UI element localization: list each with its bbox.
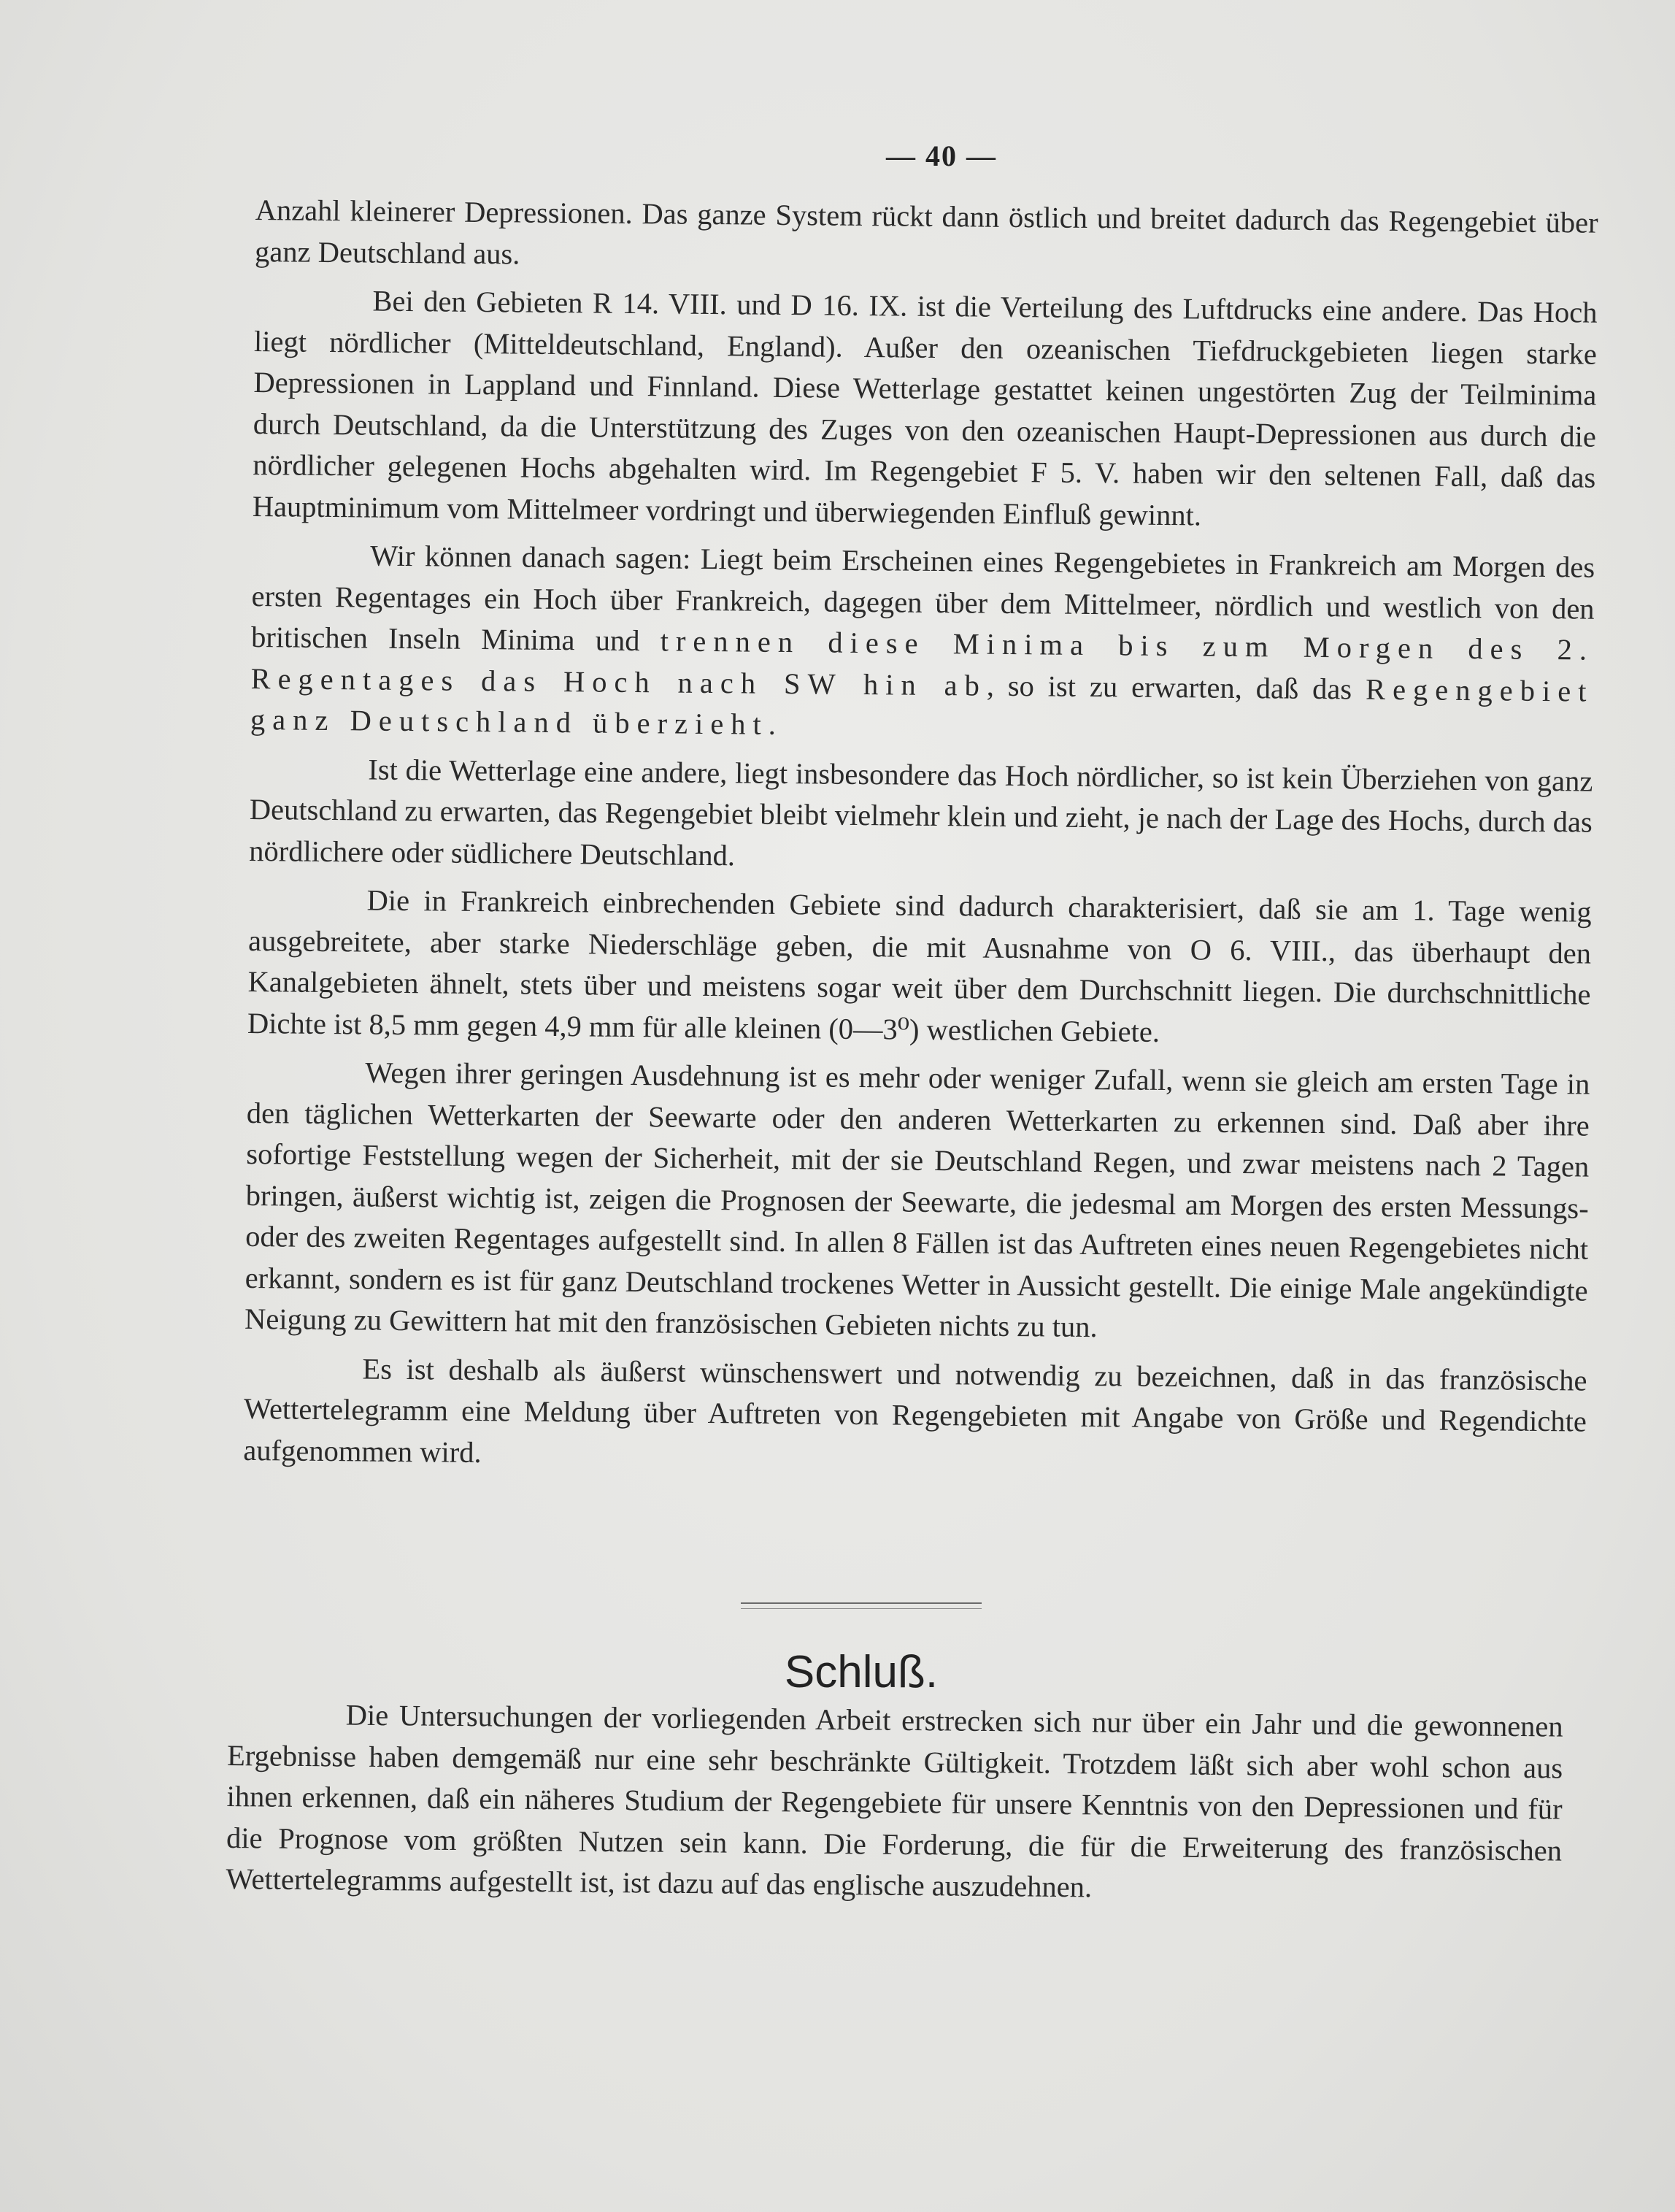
paragraph-3 <box>250 534 1595 753</box>
paragraph-1: Anzahl kleinerer Depressionen. Das ganze System rückt dann östlich und breitet dadurch das Regengebiet über ganz Deutschland aus. <box>254 193 1598 270</box>
paragraph-4: Ist die Wetterlage eine andere, liegt insbesondere das Hoch nördlicher, so ist kein Überziehen von ganz Deutschland zu erwarten, das Regengebiet bleibt vielmehr klein und zieht, je nach der Lage des Hochs, durch das nördlichere oder südlichere Deutschland. <box>249 753 1593 872</box>
paragraph-2: Bei den Gebieten R 14. VIII. und D 16. IX. ist die Verteilung des Luftdrucks eine andere. Das Hoch liegt nördlicher (Mitteldeutschland, England). Außer den ozeanischen Tiefdruckgebieten liegen starke Depressionen in Lappland und Finnland. Diese Wetterlage gestattet keinen ungestörten Zug der Teilminima durch Deutschland, da die Unterstützung des Zuges von den ozeanischen Haupt-Depressionen aus durch die nördlicher gelegenen Hochs abgehalten wird. Im Regengebiet F 5. V. haben wir den seltenen Fall, daß das Hauptminimum vom Mittelmeer vordringt und überwiegenden Einfluß gewinnt. <box>252 284 1598 531</box>
page-number: — 40 — <box>886 139 997 172</box>
section-title: Schluß. <box>784 1647 939 1697</box>
paragraph-3-spaced-2: Regengebiet ganz Deutschland überzieht <box>250 672 1594 741</box>
section-divider <box>741 1602 982 1609</box>
paragraph-3-part-3: . <box>768 707 777 741</box>
paragraph-5: Die in Frankreich einbrechenden Gebiete sind dadurch charakterisiert, daß sie am 1. Tage wenig ausgebreitete, aber starke Niederschläge geben, die mit Ausnahme von O 6. VIII., das überhaupt den Kanalgebieten ähnelt, stets über und meistens sogar weit über dem Durchschnitt liegen. Die durchschnittliche Dichte ist 8,5 mm gegen 4,9 mm für alle kleinen (0—3⁰) westlichen Gebiete. <box>247 883 1592 1048</box>
body-text <box>243 190 1598 1491</box>
paragraph-3-part-1: Wir können danach sagen: Liegt beim Erscheinen eines Regengebietes in Frankreich am Morgen des ersten Regentages ein Hoch über Frankreich, dagegen über dem Mittelmeer, nördlich und westlich von den britischen Inseln Minima und <box>250 539 1595 658</box>
closing-paragraph: Die Untersuchungen der vorliegenden Arbeit erstrecken sich nur über ein Jahr und die gewonnenen Ergebnisse haben demgemäß nur eine sehr beschränkte Gültigkeit. Trotzdem läßt sich aber wohl schon aus ihnen erkennen, daß ein näheres Studium der Regengebiete für unsere Kenntnis von den Depressionen und für die Prognose vom größten Nutzen sein kann. Die Forderung, die für die Erweiterung des französischen Wettertelegramms aufgestellt ist, ist dazu auf das englische auszudehnen. <box>226 1698 1563 1904</box>
paragraph-6: Wegen ihrer geringen Ausdehnung ist es mehr oder weniger Zufall, wenn sie gleich am ersten Tage in den täglichen Wetterkarten der Seewarte oder den anderen Wetterkarten zu erkennen sind. Daß aber ihre sofortige Feststellung wegen der Sicherheit, mit der sie Deutschland Regen, und zwar meistens nach 2 Tagen bringen, äußerst wichtig ist, zeigen die Prognosen der Seewarte, die jedesmal am Morgen des ersten Messungs- oder des zweiten Regentages aufgestellt sind. In allen 8 Fällen ist das Auftreten eines neuen Regengebietes nicht erkannt, sondern es ist für ganz Deutschland trockenes Wetter in Aussicht gestellt. Die einige Male angekündigte Neigung zu Gewittern hat mit den französischen Gebieten nichts zu tun. <box>244 1056 1590 1344</box>
paragraph-3-part-2: , so ist zu erwarten, daß das <box>986 669 1366 706</box>
closing-text <box>226 1694 1563 1913</box>
paragraph-3-spaced-1: trennen diese Minima bis zum Morgen des 2. Regentages das Hoch nach SW hin ab <box>250 624 1595 702</box>
paragraph-7: Es ist deshalb als äußerst wünschenswert und notwendig zu bezeichnen, daß in das französische Wettertelegramm eine Meldung über Auftreten von Regengebieten mit Angabe von Größe und Regendichte aufgenommen wird. <box>243 1351 1587 1469</box>
